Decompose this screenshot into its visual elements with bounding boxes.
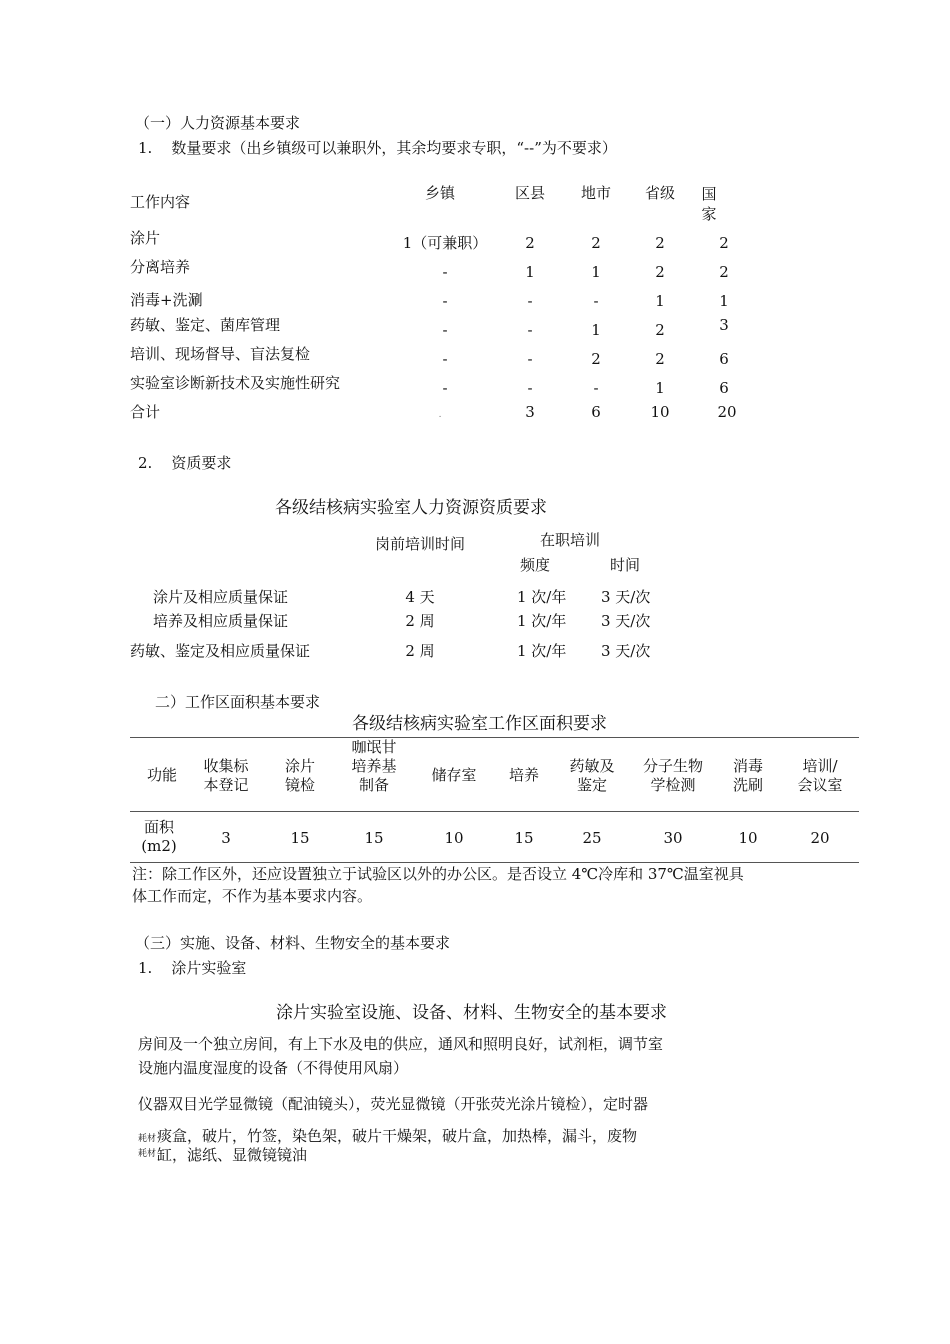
table1-row-label: 消毒+洗涮 xyxy=(130,291,203,309)
table1-cell: 1 xyxy=(525,263,535,281)
table3-note-line2: 体工作而定，不作为基本要求内容。 xyxy=(132,887,373,905)
table2-title: 各级结核病实验室人力资源资质要求 xyxy=(275,498,547,518)
col-header-line: 学检测 xyxy=(650,775,696,794)
table1-cell: 2 xyxy=(591,350,601,368)
table3-col-header xyxy=(718,757,778,795)
consumable-tag: 耗材 xyxy=(138,1134,157,1144)
table4-title: 涂片实验室设施、设备、材料、生物安全的基本要求 xyxy=(276,1003,667,1023)
table1-cell: 2 xyxy=(525,234,535,252)
qualification-subheading: 2. 资质要求 xyxy=(138,454,232,472)
table1-cell: - xyxy=(527,379,533,397)
col-header-line: 储存室 xyxy=(431,766,477,784)
table1-cell: - xyxy=(527,292,533,310)
table3-cell: 20 xyxy=(810,829,830,847)
table1-row-label: 涂片 xyxy=(130,229,161,247)
table2-cell: 2 周 xyxy=(405,612,435,630)
table2-cell: 1 次/年 xyxy=(517,588,567,606)
table1-row-label: 培训、现场督导、盲法复检 xyxy=(130,345,311,363)
smear-lab-subheading: 1. 涂片实验室 xyxy=(138,959,247,977)
col-header-line: 分子生物 xyxy=(642,757,703,775)
col-header-line: 收集标 xyxy=(203,757,249,775)
col-header-pre-training: 岗前培训时间 xyxy=(374,535,465,553)
table1-cell: 2 xyxy=(719,263,729,281)
table1-cell: 6 xyxy=(591,403,601,421)
table1-header-label: 工作内容 xyxy=(130,193,191,211)
table3-cell: 15 xyxy=(364,829,384,847)
table1-cell: 3 xyxy=(719,316,729,334)
table1-cell: - xyxy=(593,292,599,310)
table2-cell: 1 次/年 xyxy=(517,612,567,630)
table3-cell: 3 xyxy=(221,829,231,847)
table2-cell: 3 天/次 xyxy=(601,612,651,630)
col-header-line: 镜检 xyxy=(284,775,315,794)
table1-cell: 1 xyxy=(655,379,665,397)
table3-note-line1: 注：除工作区外，还应设置独立于试验区以外的办公区。是否设立 4℃冷库和 37℃温室视具 xyxy=(132,865,744,883)
table1-cell: 1 xyxy=(719,292,729,310)
facility-line2: 设施内温度湿度的设备（不得使用风扇） xyxy=(138,1059,409,1077)
table1-cell: - xyxy=(442,350,448,368)
table3-row-label xyxy=(130,818,188,856)
table1-cell: . xyxy=(438,410,442,420)
consumable-line1: 痰盒，破片，竹签，染色架，破片干燥架，破片盒，加热棒，漏斗，废物 xyxy=(157,1127,638,1145)
table3-col-header xyxy=(630,757,716,795)
facility-line1: 房间及一个独立房间，有上下水及电的供应，通风和照明良好，试剂柜，调节室 xyxy=(138,1035,664,1053)
table3-col-header xyxy=(414,766,494,785)
row-label-line: 面积 xyxy=(143,818,174,836)
table2-cell: 1 次/年 xyxy=(517,642,567,660)
table1-cell: 1（可兼职） xyxy=(402,234,488,252)
table1-row-label: 药敏、鉴定、菌库管理 xyxy=(130,316,281,334)
col-header-national: 国家 xyxy=(701,185,717,223)
table3-cell: 25 xyxy=(582,829,602,847)
table-mid-rule xyxy=(130,811,859,812)
col-header-line: 培养 xyxy=(508,766,539,784)
table3-col-header xyxy=(190,757,262,795)
table1-cell: 20 xyxy=(717,403,737,421)
row-label-line: (m2) xyxy=(141,836,177,855)
col-header-city: 地市 xyxy=(580,184,611,202)
section2-heading: 二）工作区面积基本要求 xyxy=(155,693,321,711)
table1-cell: 2 xyxy=(719,234,729,252)
col-header-line: 洗刷 xyxy=(732,775,763,794)
table2-cell: 3 天/次 xyxy=(601,642,651,660)
table1-cell: 1 xyxy=(655,292,665,310)
table3-col-header xyxy=(556,757,628,795)
table2-cell: 2 周 xyxy=(405,642,435,660)
col-header-frequency: 频度 xyxy=(519,556,550,574)
table1-cell: 1 xyxy=(591,263,601,281)
table-bottom-rule xyxy=(130,862,859,863)
table1-cell: - xyxy=(442,292,448,310)
col-header-line: 培训/ xyxy=(802,757,838,775)
table3-cell: 30 xyxy=(663,829,683,847)
col-header-line: 制备 xyxy=(358,775,389,794)
table1-row-label: 实验室诊断新技术及实施性研究 xyxy=(130,374,341,392)
table1-cell: - xyxy=(442,321,448,339)
table3-title: 各级结核病实验室工作区面积要求 xyxy=(352,714,607,734)
table1-cell: 10 xyxy=(650,403,670,421)
table1-cell: 2 xyxy=(591,234,601,252)
table1-cell: - xyxy=(527,350,533,368)
table1-cell: 6 xyxy=(719,379,729,397)
table3-header-label: 功能 xyxy=(146,766,177,784)
table1-cell: - xyxy=(527,321,533,339)
col-header-onjob: 在职培训 xyxy=(539,531,600,549)
table2-row-label: 药敏、鉴定及相应质量保证 xyxy=(130,642,311,660)
col-header-line: 消毒 xyxy=(732,757,763,775)
table1-total-label: 合计 xyxy=(130,403,161,421)
instrument-line: 仪器双目光学显微镜（配油镜头），荧光显微镜（开张荧光涂片镜检），定时器 xyxy=(138,1095,649,1113)
table1-cell: 3 xyxy=(525,403,535,421)
table2-row-label: 涂片及相应质量保证 xyxy=(153,588,289,606)
col-header-township: 乡镇 xyxy=(424,184,455,202)
table1-cell: 2 xyxy=(655,350,665,368)
col-header-line: 咖氓甘 xyxy=(351,738,397,756)
table2-row-label: 培养及相应质量保证 xyxy=(153,612,289,630)
table1-cell: 1 xyxy=(591,321,601,339)
quantity-subheading: 1. 数量要求（出乡镇级可以兼职外，其余均要求专职，“--”为不要求） xyxy=(138,139,617,157)
table2-cell: 3 天/次 xyxy=(601,588,651,606)
table1-cell: 2 xyxy=(655,321,665,339)
table3-col-header xyxy=(782,757,858,795)
table3-col-header xyxy=(494,766,554,785)
section1-heading: （一）人力资源基本要求 xyxy=(135,114,301,132)
col-header-province: 省级 xyxy=(644,184,675,202)
consumable-line2: 缸，滤纸、显微镜镜油 xyxy=(157,1146,308,1164)
col-header-county: 区县 xyxy=(514,184,545,202)
section3-heading: （三）实施、设备、材料、生物安全的基本要求 xyxy=(135,934,451,952)
table3-col-header xyxy=(338,738,410,794)
consumable-tag: 耗材 xyxy=(138,1149,157,1159)
col-header-line: 药敏及 xyxy=(569,757,615,775)
table3-cell: 15 xyxy=(514,829,534,847)
table3-cell: 10 xyxy=(738,829,758,847)
table1-cell: 6 xyxy=(719,350,729,368)
col-header-line: 涂片 xyxy=(284,757,315,775)
col-header-line: 本登记 xyxy=(203,775,249,794)
col-header-line: 会议室 xyxy=(797,775,843,794)
col-header-line: 培养基 xyxy=(351,756,397,775)
table1-cell: - xyxy=(593,379,599,397)
table1-row-label: 分离培养 xyxy=(130,258,191,276)
table3-col-header xyxy=(265,757,335,795)
table1-cell: 2 xyxy=(655,263,665,281)
table-top-rule xyxy=(130,737,859,738)
col-header-line: 鉴定 xyxy=(576,775,607,794)
table3-cell: 10 xyxy=(444,829,464,847)
table2-cell: 4 天 xyxy=(405,588,435,606)
table3-cell: 15 xyxy=(290,829,310,847)
table1-cell: 2 xyxy=(655,234,665,252)
col-header-time: 时间 xyxy=(609,556,640,574)
table1-cell: - xyxy=(442,263,448,281)
table1-cell: - xyxy=(442,379,448,397)
